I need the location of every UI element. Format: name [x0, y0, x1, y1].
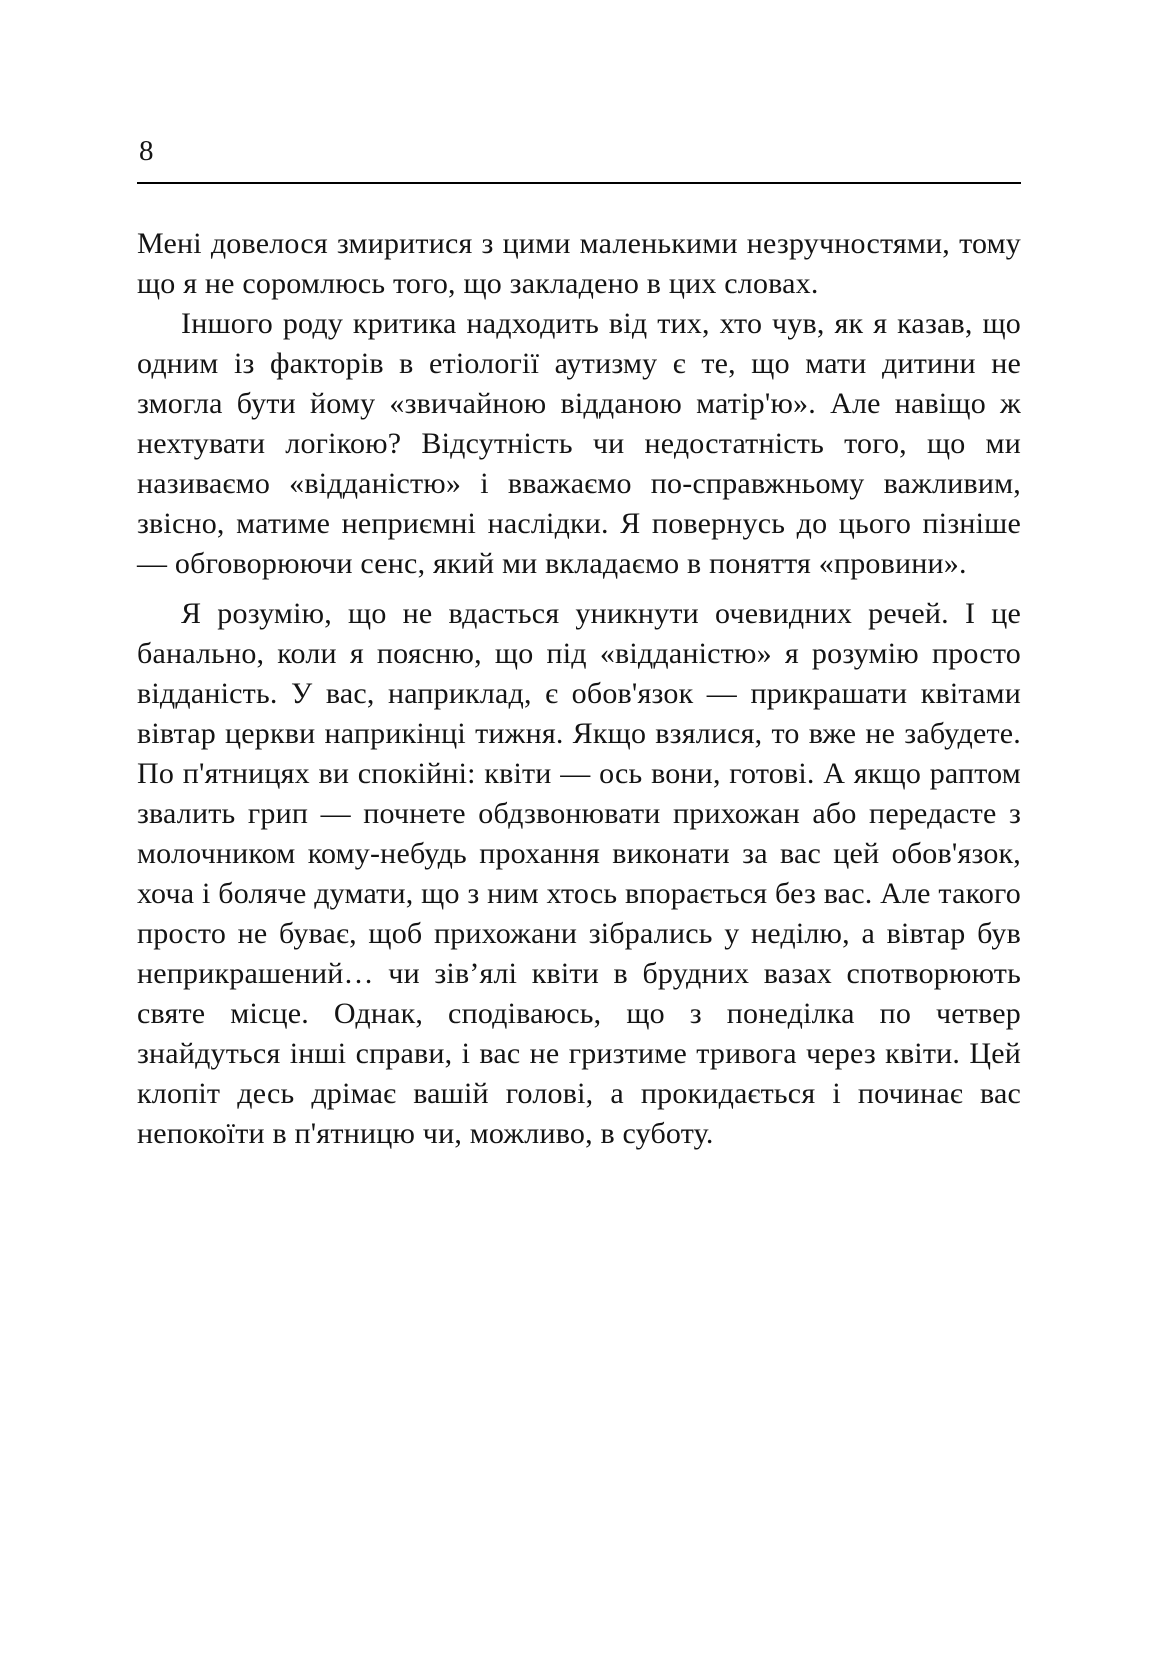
header-divider: [137, 182, 1021, 184]
page-header: [137, 136, 1021, 184]
body-text: [137, 224, 1021, 1154]
paragraph: Мені довелося змиритися з цими маленькими незручностями, тому що я не соромлюсь того, що закладено в цих словах.: [137, 227, 1021, 300]
page-number: 8: [139, 135, 154, 167]
paragraph: Я розумію, що не вдасться уникнути очевидних речей. І це банально, коли я поясню, що під «відданістю» я розумію просто відданість. У вас, наприклад, є обов'язок — прикрашати квітами вівтар церкви наприкінці тижня. Якщо взялися, то вже не забудете. По п'ятницях ви спокійні: квіти — ось вони, готові. А якщо раптом звалить грип — почнете обдзвонювати прихожан або передасте з молочником кому-небудь прохання виконати за вас цей обов'язок, хоча і боляче думати, що з ним хтось впорається без вас. Але такого просто не буває, щоб прихожани зібрались у неділю, а вівтар був неприкрашений… чи зів’ялі квіти в брудних вазах спотворюють святе місце. Однак, сподіваюсь, що з понеділка по четвер знайдуться інші справи, і вас не гризтиме тривога через квіти. Цей клопіт десь дрімає вашій голові, а прокидається і починає вас непокоїти в п'ятницю чи, можливо, в суботу.: [137, 597, 1021, 1150]
paragraph: Іншого роду критика надходить від тих, хто чув, як я казав, що одним із факторів в етіології аутизму є те, що мати дитини не змогла бути йому «звичайною відданою матір'ю». Але навіщо ж нехтувати логікою? Відсутність чи недостатність того, що ми називаємо «відданістю» і вважаємо по-справжньому важливим, звісно, матиме неприємні наслідки. Я повернусь до цього пізніше — обговорюючи сенс, який ми вкладаємо в поняття «провини».: [137, 307, 1021, 580]
